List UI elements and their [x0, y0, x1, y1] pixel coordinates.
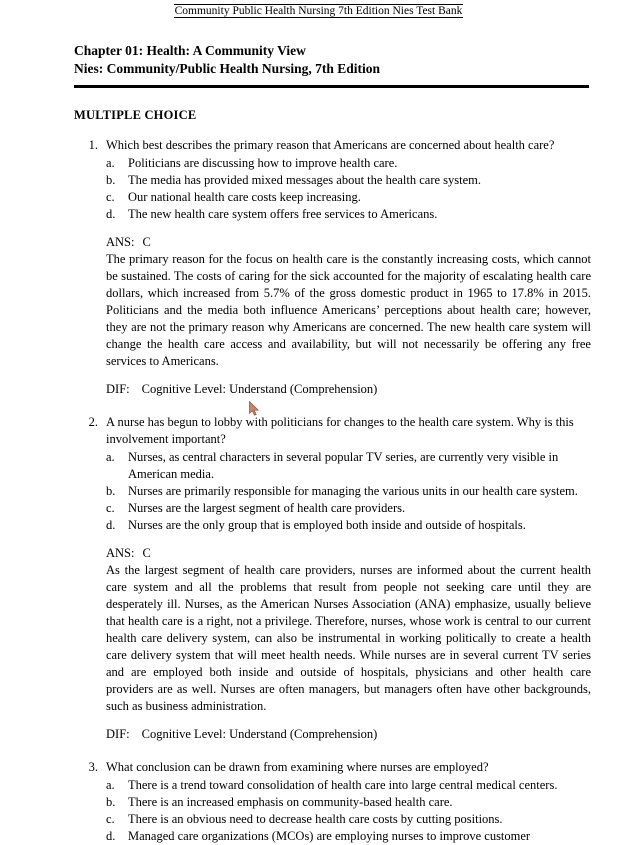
- choice-text: There is an obvious need to decrease health care costs by cutting positions.: [128, 812, 503, 827]
- dif-value: Cognitive Level: Understand (Comprehension): [141, 727, 378, 742]
- choice-text: There is a trend toward consolidation of health care into large central medical centers.: [128, 778, 558, 793]
- title-divider: [74, 85, 589, 88]
- choice-letter: b.: [106, 484, 116, 499]
- choice-text: The new health care system offers free services to Americans.: [128, 207, 438, 222]
- chapter-title-block: [74, 42, 591, 78]
- choice-letter: d.: [106, 518, 116, 533]
- question-item: [74, 137, 591, 398]
- answer-line: [106, 545, 591, 562]
- answer-block: [106, 545, 591, 715]
- choice-text: There is an increased emphasis on community-based health care.: [128, 795, 453, 810]
- choice-list: [106, 777, 591, 845]
- document-header: [46, 0, 591, 18]
- choice-item: [106, 794, 591, 811]
- choice-letter: c.: [106, 190, 115, 205]
- choice-list: [106, 449, 591, 534]
- question-item: [74, 759, 591, 845]
- choice-text: Managed care organizations (MCOs) are employing nurses to improve customer: [128, 829, 531, 844]
- answer-block: [106, 234, 591, 370]
- choice-item: [106, 777, 591, 794]
- choice-item: [106, 189, 591, 206]
- choice-letter: d.: [106, 829, 116, 844]
- question-number: 1.: [88, 138, 98, 153]
- choice-text: The media has provided mixed messages about the health care system.: [128, 173, 482, 188]
- chapter-title-line1: Chapter 01: Health: A Community View: [74, 43, 306, 59]
- section-label: MULTIPLE CHOICE: [74, 108, 197, 123]
- choice-letter: c.: [106, 501, 115, 516]
- choice-item: [106, 500, 591, 517]
- question-stem: What conclusion can be drawn from examining where nurses are employed?: [106, 760, 489, 775]
- question-number: 2.: [88, 415, 98, 430]
- choice-item: [106, 811, 591, 828]
- choice-letter: d.: [106, 207, 116, 222]
- choice-text: Nurses are primarily responsible for managing the various units in our health care system.: [128, 484, 578, 499]
- choice-item: [106, 483, 591, 500]
- dif-value: Cognitive Level: Understand (Comprehension): [141, 382, 378, 397]
- answer-rationale: The primary reason for the focus on health care is the constantly increasing costs, which cannot be sustained. The costs of caring for the sick accounted for the majority of escalating health care dollars, which increased from 5.7% of the gross domestic product in 1965 to 17.8% in 2015. Politicians and the media both influence Americans’ perceptions about health care; however, they are not the primary reason why Americans are concerned. The new health care system will change the health care access and availability, but will not necessarily be offering any free services to Americans.: [106, 252, 591, 369]
- choice-item: [106, 206, 591, 223]
- header-bank-title: Community Public Health Nursing 7th Edition Nies Test Bank: [174, 5, 463, 17]
- answer-value: C: [142, 235, 151, 250]
- dif-line: [106, 381, 591, 398]
- choice-list: [106, 155, 591, 223]
- question-stem: A nurse has begun to lobby with politicians for changes to the health care system. Why is this involvement important?: [106, 415, 574, 447]
- choice-item: [106, 828, 591, 845]
- dif-prefix: DIF:: [106, 382, 130, 397]
- answer-line: [106, 234, 591, 251]
- choice-text: Nurses are the largest segment of health care providers.: [128, 501, 406, 516]
- question-stem: Which best describes the primary reason that Americans are concerned about health care?: [106, 138, 555, 153]
- answer-prefix: ANS:: [106, 235, 135, 250]
- dif-prefix: DIF:: [106, 727, 130, 742]
- dif-line: [106, 726, 591, 743]
- choice-letter: a.: [106, 450, 115, 465]
- choice-text: Nurses are the only group that is employed both inside and outside of hospitals.: [128, 518, 526, 533]
- question-number: 3.: [88, 760, 98, 775]
- choice-text: Our national health care costs keep increasing.: [128, 190, 361, 205]
- choice-item: [106, 155, 591, 172]
- question-item: [74, 414, 591, 743]
- choice-letter: b.: [106, 173, 116, 188]
- choice-letter: b.: [106, 795, 116, 810]
- choice-item: [106, 449, 591, 483]
- answer-rationale: As the largest segment of health care providers, nurses are informed about the current health care system and all the problems that result from people not seeking care until they are desperately ill. Nurses, as the American Nurses Association (ANA) emphasize, usually believe that health care is a right, not a privilege. Therefore, nurses, whose work is central to our current health care delivery system, can also be instrumental in working politically to create a health care delivery system that will meet health needs. While nurses are in several current TV series and are employed both inside and outside of hospitals, physicians and other health care providers are as well. Nurses are often managers, but managers often have other backgrounds, such as business administration.: [106, 563, 591, 714]
- chapter-title-line2: Nies: Community/Public Health Nursing, 7th Edition: [74, 61, 381, 77]
- choice-letter: a.: [106, 156, 115, 171]
- choice-letter: a.: [106, 778, 115, 793]
- choice-item: [106, 517, 591, 534]
- answer-prefix: ANS:: [106, 546, 135, 561]
- choice-letter: c.: [106, 812, 115, 827]
- answer-value: C: [142, 546, 151, 561]
- question-list: [74, 137, 591, 845]
- choice-item: [106, 172, 591, 189]
- choice-text: Nurses, as central characters in several popular TV series, are currently very visible in American media.: [128, 450, 559, 482]
- choice-text: Politicians are discussing how to improve health care.: [128, 156, 398, 171]
